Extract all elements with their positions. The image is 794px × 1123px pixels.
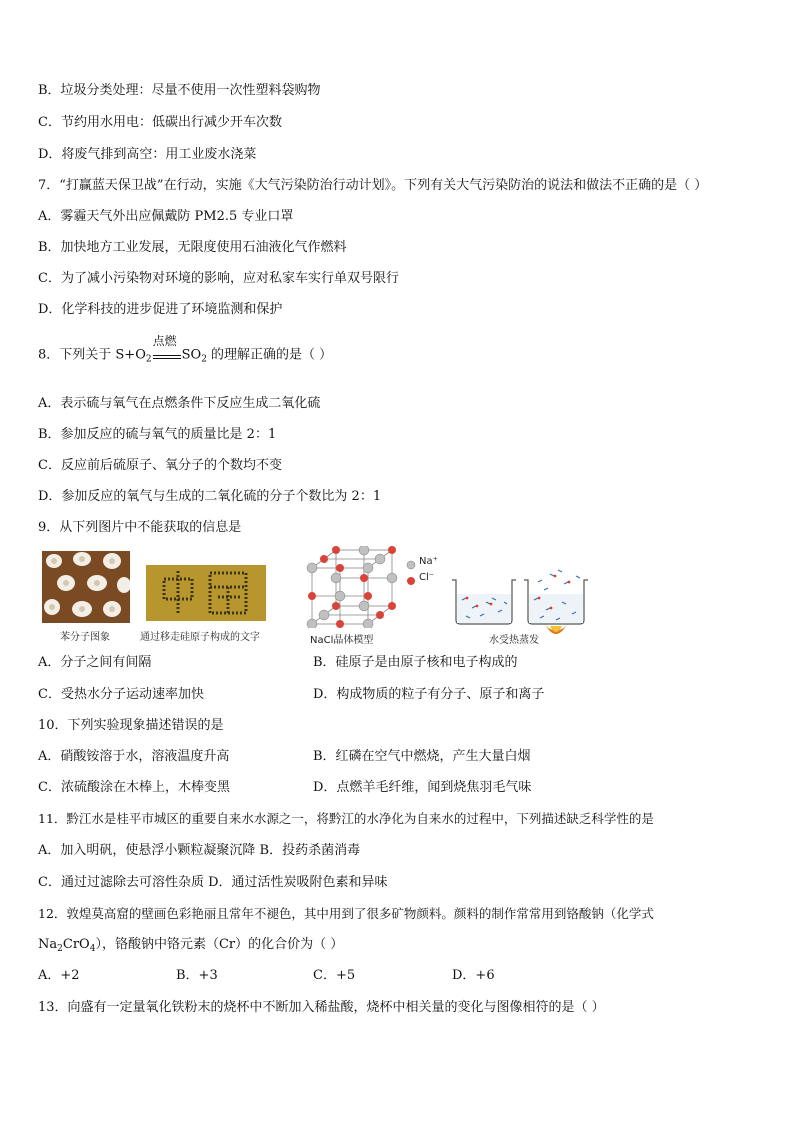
- na-legend-marker: [406, 560, 416, 570]
- q7-option-c: C．为了减小污染物对环境的影响，应对私家车实行单双号限行: [38, 271, 399, 286]
- q8-stem-suffix: 的理解正确的是（ ）: [206, 347, 333, 363]
- q12-stem-line1: 12．敦煌莫高窟的壁画色彩艳丽且常年不褪色，其中用到了很多矿物颜料。颜料的制作常常用到铬酸钠（化学式: [38, 906, 654, 921]
- caption-silicon: 通过移走硅原子构成的文字: [140, 632, 260, 643]
- q7-option-a: A．雾霾天气外出应佩戴防 PM2.5 专业口罩: [38, 209, 294, 224]
- q8-stem: [38, 334, 333, 369]
- q9-option-a: A．分子之间有间隔: [38, 655, 152, 670]
- q12-subscript-o: 4: [89, 944, 96, 954]
- caption-benzene: 苯分子图象: [60, 632, 110, 643]
- q12-option-d: D．+6: [452, 968, 495, 983]
- reaction-condition: 点燃: [152, 334, 177, 348]
- q10-option-d: D．点燃羊毛纤维，闻到烧焦羽毛气味: [313, 780, 532, 795]
- q12-option-b: B．+3: [176, 968, 218, 983]
- q10-option-b: B．红磷在空气中燃烧，产生大量白烟: [313, 749, 531, 764]
- q9-option-d: D．构成物质的粒子有分子、原子和离子: [313, 687, 545, 702]
- q8-stem-prefix: 8．下列关于 S+O: [38, 347, 146, 363]
- q8-subscript-so2: 2: [201, 354, 207, 365]
- q12-formula-cro: CrO: [62, 937, 90, 952]
- q7-stem: 7．“打赢蓝天保卫战”在行动，实施《大气污染防治行动计划》。下列有关大气污染防治的说法和做法不正确的是（ ）: [38, 178, 708, 193]
- q7-option-d: D．化学科技的进步促进了环境监测和保护: [38, 302, 283, 317]
- q8-subscript-o2: 2: [145, 354, 152, 365]
- q11-options-ab: A．加入明矾，使悬浮小颗粒凝聚沉降 B．投药杀菌消毒: [38, 843, 361, 858]
- reaction-arrow: [152, 334, 181, 364]
- benzene-molecule-image: [42, 551, 130, 623]
- nacl-crystal-model: [302, 546, 402, 628]
- q12-subscript-na: 2: [57, 944, 63, 954]
- silicon-atom-text-image: [146, 565, 266, 621]
- q9-stem: 9．从下列图片中不能获取的信息是: [38, 520, 242, 535]
- q6-option-b: B．垃圾分类处理：尽量不使用一次性塑料袋购物: [38, 83, 321, 98]
- q8-option-b: B．参加反应的硫与氧气的质量比是 2：1: [38, 427, 277, 442]
- q10-stem: 10．下列实验现象描述错误的是: [38, 718, 224, 733]
- cl-legend-marker: [406, 576, 416, 586]
- q6-option-c: C．节约用水用电：低碳出行减少开车次数: [38, 115, 282, 130]
- q11-options-cd: C．通过过滤除去可溶性杂质 D．通过活性炭吸附色素和异味: [38, 875, 388, 890]
- q12-option-c: C．+5: [313, 968, 356, 983]
- q6-option-d: D．将废气排到高空：用工业废水浇菜: [38, 147, 257, 162]
- q12-formula-na: Na: [38, 937, 58, 952]
- q8-option-c: C．反应前后硫原子、氧分子的个数均不变: [38, 458, 282, 473]
- q11-stem: 11．黔江水是桂平市城区的重要自来水水源之一，将黔江的水净化为自来水的过程中，下列描述缺乏科学性的是: [38, 811, 654, 826]
- q7-option-b: B．加快地方工业发展，无限度使用石油液化气作燃料: [38, 240, 347, 255]
- q9-option-b: B．硅原子是由原子核和电子构成的: [313, 655, 518, 670]
- q8-option-d: D．参加反应的氧气与生成的二氧化硫的分子个数比为 2：1: [38, 489, 382, 504]
- legend-cl-label: Cl⁻: [419, 572, 435, 583]
- q8-product: SO: [181, 347, 202, 363]
- q8-option-a: A．表示硫与氧气在点燃条件下反应生成二氧化硫: [38, 396, 321, 411]
- q13-stem: 13．向盛有一定量氧化铁粉末的烧杯中不断加入稀盐酸，烧杯中相关量的变化与图像相符的是（ ）: [38, 1000, 605, 1015]
- q9-option-c: C．受热水分子运动速率加快: [38, 687, 204, 702]
- q10-option-a: A．硝酸铵溶于水，溶液温度升高: [38, 749, 230, 764]
- q12-stem-line2: [38, 936, 343, 958]
- legend-na-label: Na⁺: [419, 556, 438, 567]
- q12-stem-rest: ），铬酸钠中铬元素（Cr）的化合价为（ ）: [95, 937, 344, 952]
- q10-option-c: C．浓硫酸涂在木棒上，木棒变黑: [38, 780, 230, 795]
- caption-water: 水受热蒸发: [489, 635, 539, 646]
- q12-option-a: A．+2: [38, 968, 80, 983]
- caption-nacl: NaCl晶体模型: [310, 635, 374, 646]
